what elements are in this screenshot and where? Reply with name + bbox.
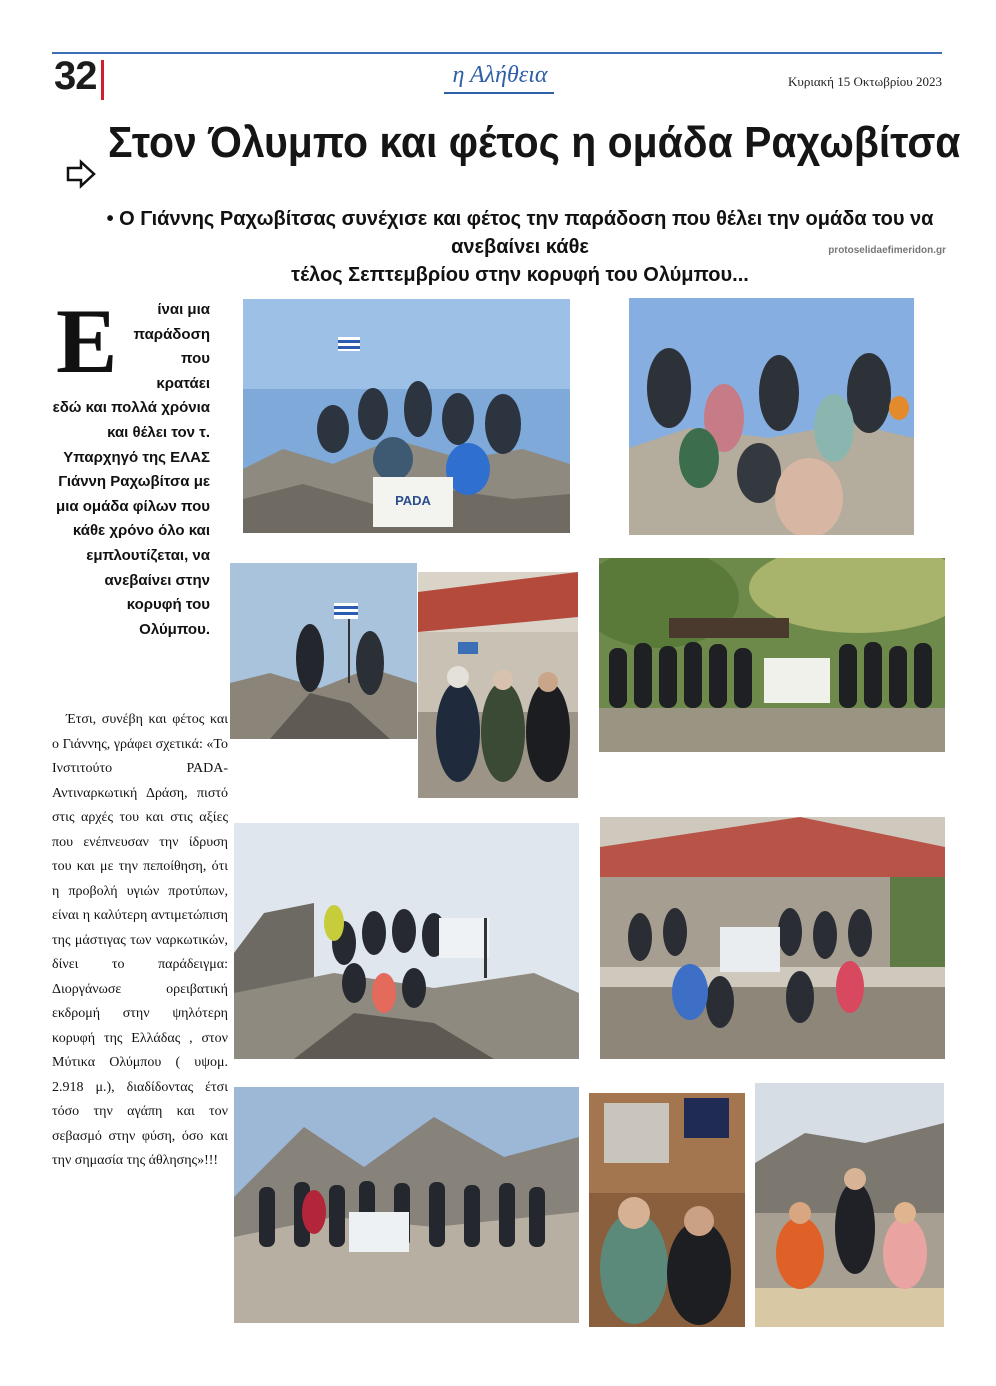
top-rule bbox=[52, 52, 942, 54]
issue-date: Κυριακή 15 Οκτωβρίου 2023 bbox=[788, 74, 942, 89]
photo-three-hikers bbox=[755, 1083, 944, 1327]
photo-selfie-group bbox=[629, 298, 914, 535]
subheadline-line-2: τέλος Σεπτεμβρίου στην κορυφή του Ολύμπου... bbox=[291, 264, 749, 286]
arrow-right-icon bbox=[66, 159, 96, 189]
drop-cap: Ε bbox=[56, 290, 118, 392]
page-number: 32 bbox=[54, 54, 97, 98]
photo-summit-group-flag bbox=[243, 299, 570, 533]
photo-mountain-big-group bbox=[234, 1087, 579, 1323]
lead-text: ίναι μια παράδοση που κρατάει εδώ και πολλά χρόνια και θέλει τον τ. Υπαρχηγό της ΕΛΑΣ Γιάννη Ραχωβίτσα με μια ομάδα φίλων που κάθε χρόνο όλο και εμπλουτίζεται, να ανεβαίνει στην κορυφή του Ολύμπου. bbox=[52, 301, 210, 638]
photo-refuge-three-men bbox=[418, 572, 578, 798]
photo-peak-flag-two bbox=[230, 563, 417, 739]
masthead-underline bbox=[444, 92, 554, 94]
body-paragraph: Έτσι, συνέβη και φέτος και ο Γιάννης, γράφει σχετικά: «Το Ινστιτούτο PADA-Αντιναρκωτική Δράση, πιστό στις αρχές του και στις αξίες που ενέπνευσαν την ίδρυση του και με την πεποίθηση, ότι η προβολή υγιών προτύπων, είναι η καλύτερη αντιμετώπιση της μάστιγας των ναρκωτικών, δίνει το παράδειγμα: Διοργάνωσε ορειβατική εκδρομή στην ψηλότερη κορυφή της Ελλάδας , στον Μύτικα Ολύμπου ( υψομ. 2.918 μ.), διαδίδοντας έτσι τόσο την αγάπη και τον σεβασμό στην φύση, όσο και την σημασία της άθλησης»!!! bbox=[52, 712, 228, 1168]
subheadline-line-1: • Ο Γιάννης Ραχωβίτσας συνέχισε και φέτος την παράδοση που θέλει την ομάδα του να ανεβαίνει κάθε bbox=[106, 208, 934, 258]
page-number-bar bbox=[101, 60, 104, 100]
photo-hut-two-men bbox=[589, 1093, 745, 1327]
watermark: protoselidaefimeridon.gr bbox=[828, 245, 946, 256]
pada-banner-text: PADA bbox=[395, 493, 431, 508]
headline: Στον Όλυμπο και φέτος η ομάδα Ραχωβίτσα bbox=[108, 118, 961, 167]
photo-refuge-group bbox=[600, 817, 945, 1059]
photo-forest-group bbox=[599, 558, 945, 752]
masthead: η Αλήθεια bbox=[452, 62, 548, 88]
photo-misty-summit-group bbox=[234, 823, 579, 1059]
lead-paragraph bbox=[52, 290, 210, 642]
